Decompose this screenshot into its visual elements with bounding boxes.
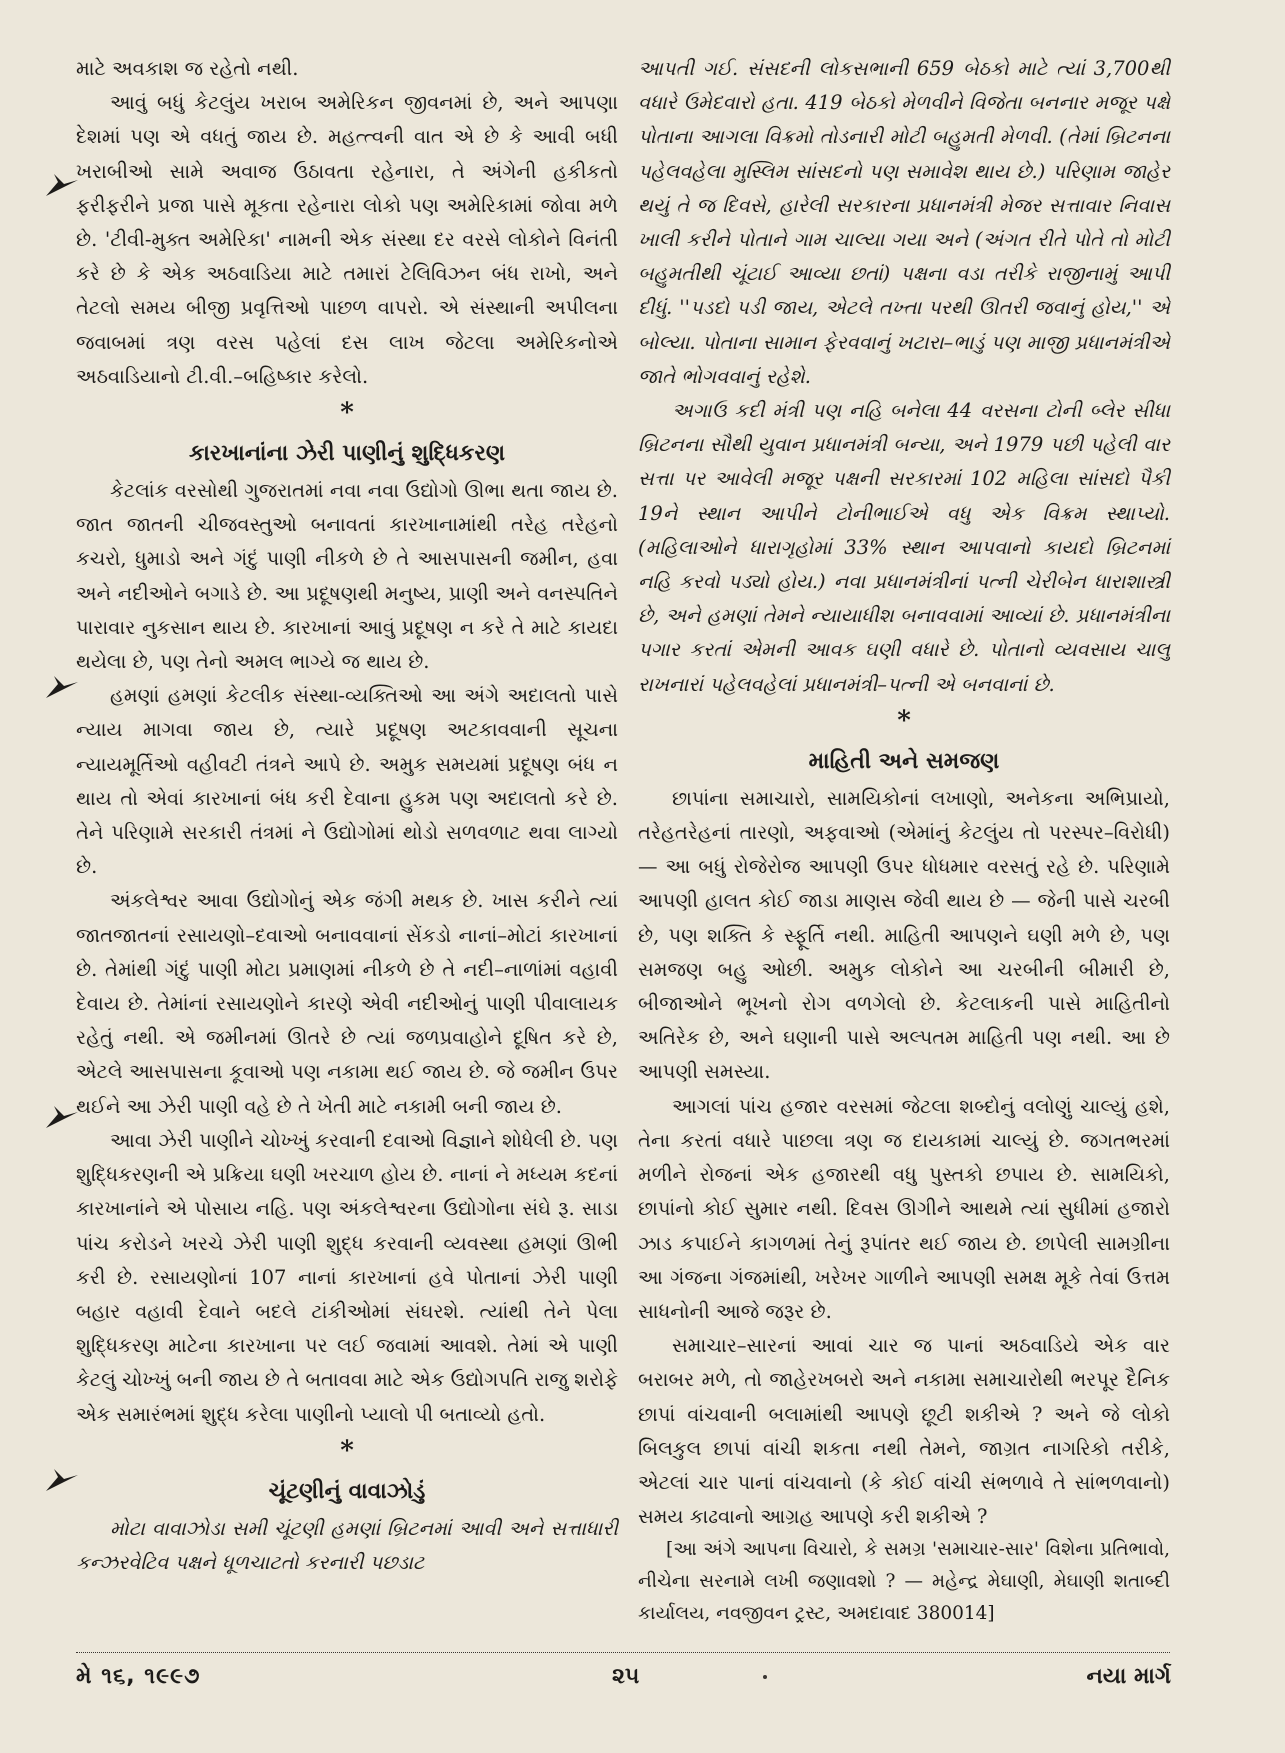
paragraph: સમાચાર–સારનાં આવાં ચાર જ પાનાં અઠવાડિયે એક વાર બરાબર મળે, તો જાહેરખબરો અને નકામા સમાચારોથી ભરપૂર દૈનિક છાપાં વાંચવાની બલામાંથી આપણે છૂટી શકીએ ? અને જે લોકો બિલકુલ છાપાં વાંચી શકતા નથી તેમને, જાગ્રત નાગરિકો તરીકે, એટલાં ચાર પાનાં વાંચવાનો (કે કોઈ વાંચી સંભળાવે તે સાંભળવાનો) સમય કાઢવાનો આગ્રહ આપણે કરી શકીએ ? — [638, 1334, 1170, 1529]
paragraph: અગાઉ કદી મંત્રી પણ નહિ બનેલા 44 વરસના ટોની બ્લેર સીધા બ્રિટનના સૌથી યુવાન પ્રધાનમંત્રી બન્યા, અને 1979 પછી પહેલી વાર સત્તા પર આવેલી મજૂર પક્ષની સરકારમાં 102 મહિલા સાંસદો પૈકી 19ને સ્થાન આપીને ટોનીભાઈએ વધુ એક વિક્રમ સ્થાપ્યો. (મહિલાઓને ધારાગૃહોમાં 33% સ્થાન આપવાનો કાયદો બ્રિટનમાં નહિ કરવો પડ્યો હોય.) નવા પ્રધાનમંત્રીનાં પત્ની ચેરીબેન ધારાશાસ્ત્રી છે, અને હમણાં તેમને ન્યાયાધીશ બનાવવામાં આવ્યાં છે. પ્રધાનમંત્રીના પગાર કરતાં એમની આવક ઘણી વધારે છે. પોતાનો વ્યવસાય ચાલુ રાખનારાં પહેલવહેલાં પ્રધાનમંત્રી–પત્ની એ બનવાનાં છે. — [638, 399, 1170, 696]
section-separator: * — [340, 398, 354, 429]
paragraph: આવું બધું કેટલુંય ખરાબ અમેરિકન જીવનમાં છે, અને આપણા દેશમાં પણ એ વધતું જાય છે. મહત્ત્વની વાત એ છે કે આવી બધી ખરાબીઓ સામે અવાજ ઉઠાવતા રહેનારા, તે અંગેની હકીકતો ફરીફરીને પ્રજા પાસે મૂકતા રહેનારા લોકો પણ અમેરિકામાં જોવા મળે છે. 'ટીવી-મુક્ત અમેરિકા' નામની એક સંસ્થા દર વરસે લોકોને વિનંતી કરે છે કે એક અઠવાડિયા માટે તમારાં ટેલિવિઝન બંધ રાખો, અને તેટલો સમય બીજી પ્રવૃત્તિઓ પાછળ વાપરો. એ સંસ્થાની અપીલના જવાબમાં ત્રણ વરસ પહેલાં દસ લાખ જેટલા અમેરિકનોએ અઠવાડિયાનો ટી.વી.–બહિષ્કાર કરેલો. — [76, 91, 618, 388]
paragraph: છાપાંના સમાચારો, સામયિકોનાં લખાણો, અનેકના અભિપ્રાયો, તરેહતરેહનાં તારણો, અફવાઓ (એમાંનું કેટલુંય તો પરસ્પર–વિરોધી) — આ બધું રોજેરોજ આપણી ઉપર ધોધમાર વરસતું રહે છે. પરિણામે આપણી હાલત કોઈ જાડા માણસ જેવી થાય છે — જેની પાસે ચરબી છે, પણ શક્તિ કે સ્ફૂર્તિ નથી. માહિતી આપણને ઘણી મળે છે, પણ સમજણ બહુ ઓછી. અમુક લોકોને આ ચરબીની બીમારી છે, બીજાઓને ભૂખનો રોગ વળગેલો છે. કેટલાકની પાસે માહિતીનો અતિરેક છે, અને ઘણાની પાસે અલ્પતમ માહિતી પણ નથી. આ છે આપણી સમસ્યા. — [638, 786, 1170, 1084]
left-column — [76, 52, 618, 1580]
margin-tick-mark-icon — [44, 170, 80, 200]
section-separator: * — [897, 705, 911, 736]
paragraph: અંકલેશ્વર આવા ઉદ્યોગોનું એક જંગી મથક છે. ખાસ કરીને ત્યાં જાતજાતનાં રસાયણો–દવાઓ બનાવવાનાં સેંકડો નાનાં–મોટાં કારખાનાં છે. તેમાંથી ગંદું પાણી મોટા પ્રમાણમાં નીકળે છે તે નદી–નાળાંમાં વહાવી દેવાય છે. તેમાંનાં રસાયણોને કારણે એવી નદીઓનું પાણી પીવાલાયક રહેતું નથી. એ જમીનમાં ઊતરે છે ત્યાં જળપ્રવાહોને દૂષિત કરે છે, એટલે આસપાસના કૂવાઓ પણ નકામા થઈ જાય છે. જે જમીન ઉપર થઈને આ ઝેરી પાણી વહે છે તે ખેતી માટે નકામી બની જાય છે. — [76, 889, 618, 1118]
section-heading: માહિતી અને સમજણ — [808, 747, 1000, 774]
section-heading: ચૂંટણીનું વાવાઝોડું — [268, 1477, 426, 1504]
magazine-name: નયા માર્ગ — [1086, 1664, 1171, 1689]
margin-tick-mark-icon — [44, 672, 80, 702]
footer-divider — [76, 1652, 1170, 1653]
section-heading: કારખાનાંના ઝેરી પાણીનું શુદ્ધિકરણ — [188, 440, 506, 467]
paragraph: મોટા વાવાઝોડા સમી ચૂંટણી હમણાં બ્રિટનમાં આવી અને સત્તાધારી કન્ઝરવેટિવ પક્ષને ધૂળચાટતો કરનારી પછડાટ — [76, 1516, 618, 1574]
paragraph: આવા ઝેરી પાણીને ચોખ્ખું કરવાની દવાઓ વિજ્ઞાને શોધેલી છે. પણ શુદ્ધિકરણની એ પ્રક્રિયા ઘણી ખરચાળ હોય છે. નાનાં ને મધ્યમ કદનાં કારખાનાંને એ પોસાય નહિ. પણ અંકલેશ્વરના ઉદ્યોગોના સંઘે રૂ. સાડા પાંચ કરોડને ખરચે ઝેરી પાણી શુદ્ધ કરવાની વ્યવસ્થા હમણાં ઊભી કરી છે. રસાયણોનાં 107 નાનાં કારખાનાં હવે પોતાનાં ઝેરી પાણી બહાર વહાવી દેવાને બદલે ટાંકીઓમાં સંઘરશે. ત્યાંથી તેને પેલા શુદ્ધિકરણ માટેના કારખાના પર લઈ જવામાં આવશે. તેમાં એ પાણી કેટલું ચોખ્ખું બની જાય છે તે બતાવવા માટે એક ઉદ્યોગપતિ રાજુ શરોફે એક સમારંભમાં શુદ્ધ કરેલા પાણીનો પ્યાલો પી બતાવ્યો હતો. — [76, 1128, 618, 1426]
footer-dot — [763, 1675, 767, 1679]
margin-tick-mark-icon — [44, 1465, 80, 1495]
paragraph: માટે અવકાશ જ રહેતો નથી. — [76, 57, 299, 80]
section-separator: * — [340, 1435, 354, 1466]
paragraph: આપતી ગઈ. સંસદની લોકસભાની 659 બેઠકો માટે ત્યાં 3,700થી વધારે ઉમેદવારો હતા. 419 બેઠકો મેળવીને વિજેતા બનનાર મજૂર પક્ષે પોતાના આગલા વિક્રમો તોડનારી મોટી બહુમતી મેળવી. (તેમાં બ્રિટનના પહેલવહેલા મુસ્લિમ સાંસદનો પણ સમાવેશ થાય છે.) પરિણામ જાહેર થયું તે જ દિવસે, હારેલી સરકારના પ્રધાનમંત્રી મેજર સત્તાવાર નિવાસ ખાલી કરીને પોતાને ગામ ચાલ્યા ગયા અને (અંગત રીતે પોતે તો મોટી બહુમતીથી ચૂંટાઈ આવ્યા છતાં) પક્ષના વડા તરીકે રાજીનામું આપી દીધું. ''પડદો પડી જાય, એટલે તખ્તા પરથી ઊતરી જવાનું હોય,'' એ બોલ્યા. પોતાના સામાન ફેરવવાનું ખટારા–ભાડું પણ માજી પ્રધાનમંત્રીએ જાતે ભોગવવાનું રહેશે. — [638, 57, 1170, 388]
paragraph: કેટલાંક વરસોથી ગુજરાતમાં નવા નવા ઉદ્યોગો ઊભા થતા જાય છે. જાત જાતની ચીજવસ્તુઓ બનાવતાં કારખાનામાંથી તરેહ તરેહનો કચરો, ધુમાડો અને ગંદું પાણી નીકળે છે તે આસપાસની જમીન, હવા અને નદીઓને બગાડે છે. આ પ્રદૂષણથી મનુષ્ય, પ્રાણી અને વનસ્પતિને પારાવાર નુકસાન થાય છે. કારખાનાં આવું પ્રદૂષણ ન કરે તે માટે કાયદા થયેલા છે, પણ તેનો અમલ ભાગ્યે જ થાય છે. — [76, 479, 618, 674]
editor-note: [આ અંગે આપના વિચારો, કે સમગ્ર 'સમાચાર-સાર' વિશેના પ્રતિભાવો, નીચેના સરનામે લખી જણાવશો ? — મહેન્દ્ર મેઘાણી, મેઘાણી શતાબ્દી કાર્યાલય, નવજીવન ટ્રસ્ટ, અમદાવાદ 380014] — [638, 1539, 1170, 1625]
footer-date: મે ૧૬, ૧૯૯૭ — [76, 1664, 201, 1689]
paragraph: હમણાં હમણાં કેટલીક સંસ્થા-વ્યક્તિઓ આ અંગે અદાલતો પાસે ન્યાય માગવા જાય છે, ત્યારે પ્રદૂષણ અટકાવવાની સૂચના ન્યાયમૂર્તિઓ વહીવટી તંત્રને આપે છે. અમુક સમયમાં પ્રદૂષણ બંધ ન થાય તો એવાં કારખાનાં બંધ કરી દેવાના હુકમ પણ અદાલતો કરે છે. તેને પરિણામે સરકારી તંત્રમાં ને ઉદ્યોગોમાં થોડો સળવળાટ થવા લાગ્યો છે. — [76, 684, 618, 879]
paragraph: આગલાં પાંચ હજાર વરસમાં જેટલા શબ્દોનું વલોણું ચાલ્યું હશે, તેના કરતાં વધારે પાછલા ત્રણ જ દાયકામાં ચાલ્યું છે. જગતભરમાં મળીને રોજનાં એક હજારથી વધુ પુસ્તકો છપાય છે. સામયિકો, છાપાંનો કોઈ સુમાર નથી. દિવસ ઊગીને આથમે ત્યાં સુધીમાં હજારો ઝાડ કપાઈને કાગળમાં તેનું રૂપાંતર થઈ જાય છે. છાપેલી સામગ્રીના આ ગંજના ગંજમાંથી, ખરેખર ગાળીને આપણી સમક્ષ મૂકે તેવાં ઉત્તમ સાધનોની આજે જરૂર છે. — [638, 1094, 1170, 1323]
right-column — [638, 52, 1170, 1630]
page-number: ૨૫ — [612, 1664, 640, 1689]
margin-tick-mark-icon — [44, 1102, 80, 1132]
